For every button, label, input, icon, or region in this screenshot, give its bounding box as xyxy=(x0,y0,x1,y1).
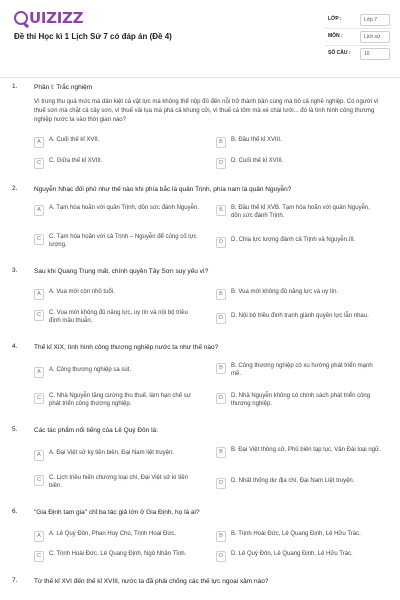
option-text: C. Giữa thế kỉ XVIII. xyxy=(49,158,103,164)
question-text: Phần I: Trắc nghiệm xyxy=(34,84,93,91)
question-text: Sau khi Quang Trung mất, chính quyền Tây Sơn suy yếu vì? xyxy=(34,268,209,275)
option-text: D. Nhất thống dư địa chí, Đại Nam Liệt truyện. xyxy=(231,478,355,484)
option-letter-box: B xyxy=(216,363,226,374)
option-letter-box: D xyxy=(216,393,226,404)
option-letter-box: C xyxy=(34,393,44,404)
option-text: C. Lịch triều hiến chương loại chí, Đại Việt sử kí tiền biên. xyxy=(49,475,188,489)
option-text: D. Nhà Nguyễn không có chính sách phát triển công thương nghiệp. xyxy=(231,393,371,407)
meta-row-count xyxy=(325,46,391,63)
option-letter-box: B xyxy=(216,137,226,148)
option-text: D. Nội bộ triều đình tranh giành quyền lực lẫn nhau. xyxy=(231,313,369,319)
option-letter-box: B xyxy=(216,289,226,300)
logo-q-icon xyxy=(14,11,28,25)
question-number: 1. xyxy=(12,83,18,90)
option-d[interactable] xyxy=(216,477,386,494)
page-title: Đề thi Học kì 1 Lịch Sử 7 có đáp án (Đề 4) xyxy=(14,32,172,41)
option-c[interactable] xyxy=(34,233,204,250)
option-text: A. Đại Việt sử ký tiền biên, Đại Nam liệt truyện. xyxy=(49,450,174,456)
option-text: B. Trịnh Hoài Đức, Lê Quang Định, Lê Hữu Trác. xyxy=(231,531,361,537)
meta-row-class xyxy=(325,12,391,29)
option-letter-box: D xyxy=(216,478,226,489)
option-text: C. Trịnh Hoài Đức, Lê Quang Định, Ngô Nhân Tĩnh. xyxy=(49,551,187,557)
question-text: Thế kỉ XIX, tình hình công thương nghiệp nước ta như thế nào? xyxy=(34,344,219,351)
option-d[interactable] xyxy=(216,550,386,567)
meta-label: LỚP : xyxy=(328,16,342,22)
option-text: A. Lê Quý Đôn, Phan Huy Chú, Trịnh Hoài Đức. xyxy=(49,531,177,537)
option-letter-box: C xyxy=(34,551,44,562)
option-b[interactable] xyxy=(216,136,386,153)
meta-value: Lịch sử xyxy=(360,31,390,43)
option-b[interactable] xyxy=(216,204,386,221)
meta-value: Lớp 7 xyxy=(360,14,390,26)
option-a[interactable] xyxy=(34,366,204,383)
option-a[interactable] xyxy=(34,204,204,221)
option-a[interactable] xyxy=(34,530,204,547)
option-letter-box: A xyxy=(34,531,44,542)
option-letter-box: D xyxy=(216,551,226,562)
option-d[interactable] xyxy=(216,392,386,409)
option-letter-box: C xyxy=(34,234,44,245)
option-b[interactable] xyxy=(216,530,386,547)
option-letter-box: C xyxy=(34,310,44,321)
meta-value: 10 xyxy=(360,48,390,60)
option-a[interactable] xyxy=(34,136,204,153)
option-text: B. Đại Việt thông sử, Phủ biên tạp lục, Vân Đài loại ngữ. xyxy=(231,447,381,453)
option-text: A. Tạm hòa hoãn với quân Trịnh, dồn sức đánh Nguyễn. xyxy=(49,205,199,211)
option-c[interactable] xyxy=(34,392,204,409)
question-passage: Vì trung thu quá mức mà dân kiệt cả vật lực mà không thể nộp đủ đến nỗi trở thành bần cùng mà bỏ cả nghề nghiệp. Có người vì thuế sơn mà chặt cả cây sơn, vì thuế vải lụa mà phá cả khung cửi, vì thuế cá tôm mà xé chài lưới... đó là tình hình công thương nghiệp nước ta vào thời gian nào? xyxy=(34,99,379,123)
question-text: Các tác phẩm nổi tiếng của Lê Quý Đôn là: xyxy=(34,427,158,434)
option-letter-box: C xyxy=(34,158,44,169)
option-letter-box: B xyxy=(216,205,226,216)
question-number: 3. xyxy=(12,267,18,274)
question-number: 6. xyxy=(12,508,18,515)
question-text: Nguyễn Nhạc đối phó như thế nào khi phía bắc là quân Trịnh, phía nam là quân Nguyễn? xyxy=(34,186,292,193)
option-text: B. Vua mới không đủ năng lực và uy tín. xyxy=(231,289,339,295)
question-text: Từ thế kỉ XVI đến thế kỉ XVIII, nước ta đã phải chống các thế lực ngoại xâm nào? xyxy=(34,578,269,585)
meta-label: MÔN : xyxy=(328,33,343,39)
option-letter-box: B xyxy=(216,531,226,542)
question-text: "Gia Định tam gia" chỉ ba tác giả lớn ở Gia Định, họ là ai? xyxy=(34,509,200,516)
option-b[interactable] xyxy=(216,288,386,305)
worksheet-header xyxy=(0,0,400,78)
option-c[interactable] xyxy=(34,157,204,174)
option-text: D. Lê Quý Đôn, Lê Quang Định, Lê Hữu Trác. xyxy=(231,551,353,557)
option-letter-box: A xyxy=(34,450,44,461)
option-text: A. Vua mới còn nhỏ tuổi. xyxy=(49,289,115,295)
option-c[interactable] xyxy=(34,550,204,567)
question-number: 2. xyxy=(12,185,18,192)
option-d[interactable] xyxy=(216,312,391,329)
option-text: D. Chia lực lượng đánh cả Trịnh và Nguyễn.III. xyxy=(231,237,356,243)
question-number: 5. xyxy=(12,426,18,433)
option-a[interactable] xyxy=(34,449,204,466)
option-letter-box: D xyxy=(216,313,226,324)
option-text: A. Cuối thế kỉ XVII. xyxy=(49,137,100,143)
option-text: B. Công thương nghiệp có xu hướng phát triển mạnh mẽ. xyxy=(231,363,373,377)
option-a[interactable] xyxy=(34,288,204,305)
option-text: C. Vua mới không đủ năng lực, uy tín và nội bộ triều đình mâu thuẫn. xyxy=(49,310,188,324)
option-c[interactable] xyxy=(34,309,204,326)
meta-panel xyxy=(325,12,391,63)
option-c[interactable] xyxy=(34,474,204,491)
option-text: C. Tạm hòa hoãn với cả Trịnh – Nguyễn để củng cố lực lượng. xyxy=(49,234,197,248)
option-d[interactable] xyxy=(216,157,386,174)
question-number: 7. xyxy=(12,577,18,584)
option-letter-box: A xyxy=(34,137,44,148)
option-letter-box: A xyxy=(34,205,44,216)
option-letter-box: C xyxy=(34,475,44,486)
meta-label: SỐ CÂU : xyxy=(328,50,351,56)
option-b[interactable] xyxy=(216,446,386,463)
question-number: 4. xyxy=(12,343,18,350)
option-b[interactable] xyxy=(216,362,386,379)
option-letter-box: B xyxy=(216,447,226,458)
option-letter-box: D xyxy=(216,158,226,169)
option-text: A. Công thương nghiệp sa sút. xyxy=(49,367,132,373)
quizizz-logo[interactable] xyxy=(14,9,83,27)
option-text: B. Đầu thế kỉ XVB. Tạm hòa hoãn với quân Nguyễn, dồn sức đánh Trịnh. xyxy=(231,205,370,219)
option-letter-box: A xyxy=(34,367,44,378)
logo-text: UIZIZZ xyxy=(29,9,84,27)
option-letter-box: D xyxy=(216,237,226,248)
option-letter-box: A xyxy=(34,289,44,300)
meta-row-subject xyxy=(325,29,391,46)
option-text: C. Nhà Nguyễn tăng cường thu thuế, làm hạn chế sự phát triển công thương nghiệp. xyxy=(49,393,191,407)
option-text: B. Đầu thế kỉ XVIII. xyxy=(231,137,282,143)
option-d[interactable] xyxy=(216,236,386,253)
option-text: D. Cuối thế kỉ XVIII. xyxy=(231,158,284,164)
